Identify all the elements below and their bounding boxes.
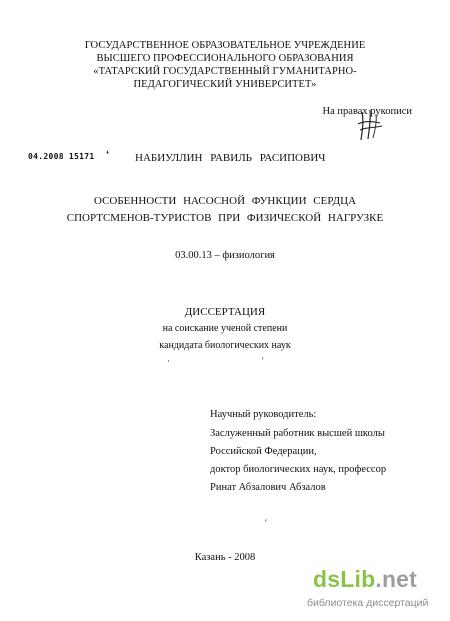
degree-line-1: на соискание ученой степени [162,323,288,334]
watermark-logo-suffix: net [381,566,418,592]
title-line-1: ОСОБЕННОСТИ НАСОСНОЙ ФУНКЦИИ СЕРДЦА [93,195,357,207]
institution-line-4: ПЕДАГОГИЧЕСКИЙ УНИВЕРСИТЕТ» [133,79,317,90]
supervisor-line-3: доктор биологических наук, профессор [210,464,387,475]
watermark-logo [313,566,417,593]
watermark [307,566,443,614]
registration-number: 04.2008 15171 [28,152,95,161]
supervisor-line-1: Заслуженный работник высшей школы [210,428,385,439]
institution-line-3: «ТАТАРСКИЙ ГОСУДАРСТВЕННЫЙ ГУМАНИТАРНО- [93,66,357,77]
supervisor-line-2: Российской Федерации, [210,446,317,457]
title-line-2: СПОРТСМЕНОВ-ТУРИСТОВ ПРИ ФИЗИЧЕСКОЙ НАГРУЗКЕ [66,212,384,224]
scan-speck: · [167,356,170,366]
degree-line-2: кандидата биологических наук [159,340,291,351]
scan-speck: ' [265,518,267,528]
document-type: ДИССЕРТАЦИЯ [184,306,266,318]
watermark-logo-prefix: dsLib [313,566,376,592]
scan-speck: ' [262,356,264,366]
supervisor-name: Ринат Абзалович Абзалов [210,482,326,493]
supervisor-heading: Научный руководитель: [210,409,317,420]
specialty: 03.00.13 – физиология [175,250,275,261]
handwritten-signature [356,108,384,142]
watermark-subtitle: библиотека диссертаций [307,597,429,609]
author-name: НАБИУЛЛИН РАВИЛЬ РАСИПОВИЧ [135,152,326,164]
watermark-logo-dot: . [375,566,382,592]
institution-line-1: ГОСУДАРСТВЕННОЕ ОБРАЗОВАТЕЛЬНОЕ УЧРЕЖДЕНИЕ [84,40,366,51]
city-year: Казань - 2008 [194,552,256,563]
institution-line-2: ВЫСШЕГО ПРОФЕССИОНАЛЬНОГО ОБРАЗОВАНИЯ [96,53,354,64]
ink-mark: ❛ [106,149,109,159]
manuscript-note: На правах рукописи [322,106,412,117]
